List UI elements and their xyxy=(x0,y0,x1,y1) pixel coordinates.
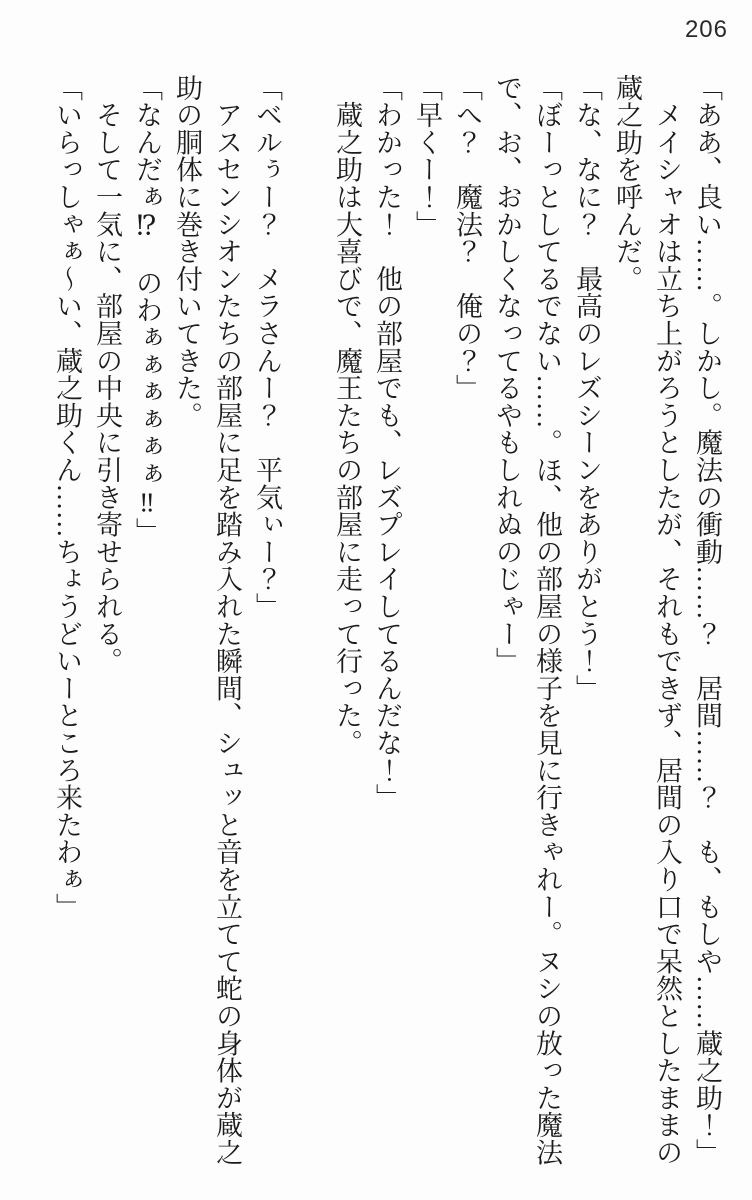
text-column: 「なんだぁ⁉ のわぁぁぁぁぁぁ‼」 xyxy=(132,74,162,546)
paragraph-dialogue xyxy=(567,74,607,1166)
text-column: で、お、おかしくなってるやもしれぬのじゃー」 xyxy=(492,74,522,675)
paragraph-narration xyxy=(167,74,247,1166)
paragraph-dialogue xyxy=(127,74,167,1166)
text-column xyxy=(287,74,327,1166)
page-number: 206 xyxy=(684,16,728,43)
text-column: 「いらっしゃぁ～い、蔵之助くん……ちょうどいーところ来たわぁ」 xyxy=(52,74,82,921)
text-column: 「早くー！」 xyxy=(412,74,442,238)
text-column: 「ぼーっとしてるでない……。ほ、他の部屋の様子を見に行きゃれー。ヌシの放った魔法 xyxy=(532,74,562,1166)
novel-text xyxy=(47,74,727,1166)
paragraph-dialogue xyxy=(407,74,447,1166)
text-column: 「ああ、良い……。しかし。魔法の衝動……？ 居間……？ も、もしや……蔵之助！」 xyxy=(692,74,722,1166)
paragraph-dialogue xyxy=(687,74,727,1166)
text-column: 「わかった！ 他の部屋でも、レズプレイしてるんだな！」 xyxy=(372,74,402,812)
paragraph-dialogue xyxy=(447,74,487,1166)
paragraph-dialogue xyxy=(367,74,407,1166)
text-column: アスセンシオンたちの部屋に足を踏み入れた瞬間、シュッと音を立てて蛇の身体が蔵之 xyxy=(212,74,242,1166)
text-column: メイシャオは立ち上がろうとしたが、それもできず、居間の入り口で呆然としたままの xyxy=(652,74,682,1166)
paragraph-dialogue xyxy=(247,74,287,1166)
paragraph-dialogue xyxy=(487,74,567,1166)
text-column: 助の胴体に巻き付いてきた。 xyxy=(172,74,202,429)
paragraph-dialogue xyxy=(47,74,87,1166)
paragraph-narration xyxy=(87,74,127,1166)
text-column: 蔵之助を呼んだ。 xyxy=(612,74,642,293)
text-column: 蔵之助は大喜びで、魔王たちの部屋に走って行った。 xyxy=(332,74,362,757)
paragraph-narration xyxy=(607,74,687,1166)
text-column: そして一気に、部屋の中央に引き寄せられる。 xyxy=(92,74,122,675)
paragraph-blank xyxy=(287,74,327,1166)
text-column: 「な、なに？ 最高のレズシーンをありがとう！」 xyxy=(572,74,602,702)
text-column: 「へ？ 魔法？ 俺の？」 xyxy=(452,74,482,402)
text-column: 「ベルぅー？ メラさんー？ 平気ぃー？」 xyxy=(252,74,282,620)
paragraph-narration xyxy=(327,74,367,1166)
